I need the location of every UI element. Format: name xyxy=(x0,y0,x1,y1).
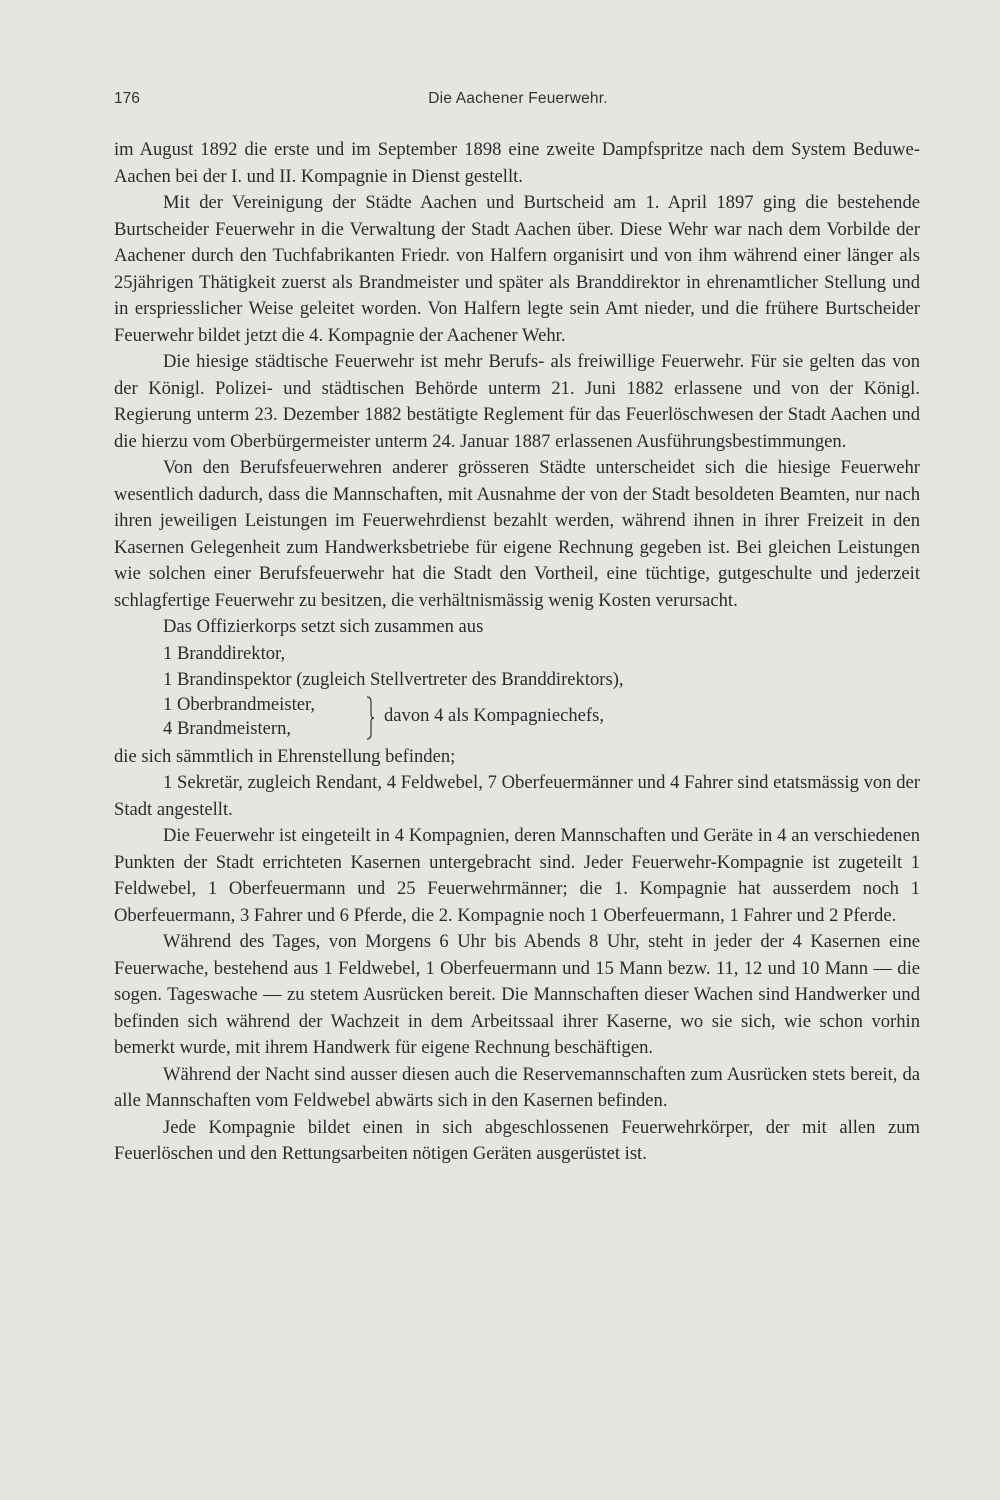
paragraph-kompagnien: Die Feuerwehr ist eingeteilt in 4 Kompagnien, deren Mannschaften und Geräte in 4 an verschiedenen Punkten der Stadt errichteten Kasernen untergebracht sind. Jeder Feuerwehr-Kompagnie ist zugeteilt 1 Feldwebel, 1 Oberfeuermann und 25 Feuerwehrmänner; die 1. Kompagnie hat ausserdem noch 1 Oberfeuermann, 3 Fahrer und 6 Pferde, die 2. Kompagnie noch 1 Oberfeuermann, 1 Fahrer und 2 Pferde. xyxy=(114,825,920,926)
paragraph-reglement: Die hiesige städtische Feuerwehr ist mehr Berufs- als freiwillige Feuerwehr. Für sie gelten das von der Königl. Polizei- und städtischen Behörde unterm 21. Juni 1882 erlassene und von der Königl. Regierung unterm 23. Dezember 1882 bestätigte Reglement für das Feuerlöschwesen der Stadt Aachen und die hierzu vom Oberbürgermeister unterm 24. Januar 1887 erlassenen Ausführungsbestimmungen. xyxy=(114,351,920,452)
brace-note: davon 4 als Kompagniechefs, xyxy=(384,704,604,726)
paragraph-berufsfeuerwehr: Von den Berufsfeuerwehren anderer grösseren Städte unterscheidet sich die hiesige Feuerwehr wesentlich dadurch, dass die Mannschaften, mit Ausnahme der von der Stadt besoldeten Beamten, nur nach ihren jeweiligen Leistungen im Feuerwehrdienst bezahlt werden, während ihnen in ihrer Freizeit in den Kasernen Gelegenheit zum Handwerksbetriebe für eigene Rechnung gegeben ist. Bei gleichen Leistungen wie solchen einer Berufsfeuerwehr hat die Stadt den Vortheil, eine tüchtige, gutgeschulte und jederzeit schlagfertige Feuerwehr zu besitzen, die verhältnismässig wenig Kosten verursacht. xyxy=(114,457,920,611)
page-number: 176 xyxy=(114,90,140,107)
officer-list-item: 4 Brandmeistern, xyxy=(163,717,292,739)
running-title: Die Aachener Feuerwehr. xyxy=(428,90,608,107)
paragraph-continuation: im August 1892 die erste und im September 1898 eine zweite Dampfspritze nach dem System Beduwe-Aachen bei der I. und II. Kompagnie in Dienst gestellt. xyxy=(114,139,920,187)
running-header xyxy=(114,90,922,112)
officer-brace-group xyxy=(114,694,920,744)
officer-list-item: 1 Oberbrandmeister, xyxy=(163,693,316,715)
officer-list-item: 1 Branddirektor, xyxy=(163,642,286,664)
paragraph-staff: 1 Sekretär, zugleich Rendant, 4 Feldwebel, 7 Oberfeuermänner und 4 Fahrer sind etatsmässig von der Stadt angestellt. xyxy=(114,772,920,820)
officer-intro: Das Offizierkorps setzt sich zusammen aus xyxy=(163,616,484,637)
paragraph-burtscheid: Mit der Vereinigung der Städte Aachen und Burtscheid am 1. April 1897 ging die bestehende Burtscheider Feuerwehr in die Verwaltung der Stadt Aachen über. Diese Wehr war nach dem Vorbilde der Aachener durch den Tuchfabrikanten Friedr. von Halfern organisirt und von ihm während einer länger als 25jährigen Thätigkeit zuerst als Brandmeister und später als Branddirektor in ehrenamtlicher Stellung und in erspriesslicher Weise geleitet worden. Von Halfern legte sein Amt nieder, und die frühere Burtscheider Feuerwehr bildet jetzt die 4. Kompagnie der Aachener Wehr. xyxy=(114,192,920,346)
body-text xyxy=(114,137,920,1168)
officer-list-item: 1 Brandinspektor (zugleich Stellvertreter des Branddirektors), xyxy=(163,669,624,690)
paragraph-nacht: Während der Nacht sind ausser diesen auch die Reservemannschaften zum Ausrücken stets bereit, da alle Mannschaften vom Feldwebel abwärts sich in den Kasernen befinden. xyxy=(114,1063,920,1111)
paragraph-kompagnie-geraete: Jede Kompagnie bildet einen in sich abgeschlossenen Feuerwehrkörper, der mit allen zum Feuerlöschen und den Rettungsarbeiten nötigen Geräten ausgerüstet ist. xyxy=(114,1116,920,1164)
curly-brace-icon xyxy=(366,696,374,740)
paragraph-tageswache: Während des Tages, von Morgens 6 Uhr bis Abends 8 Uhr, steht in jeder der 4 Kasernen eine Feuerwache, bestehend aus 1 Feldwebel, 1 Oberfeuermann und 15 Mann bezw. 11, 12 und 10 Mann — die sogen. Tageswache — zu stetem Ausrücken bereit. Die Mannschaften dieser Wachen sind Handwerker und befinden sich während der Wachzeit in dem Arbeitssaal ihrer Kaserne, wo sie sich, wie schon vorhin bemerkt wurde, mit ihrem Handwerk für eigene Rechnung beschäftigen. xyxy=(114,931,920,1058)
officer-outro: die sich sämmtlich in Ehrenstellung befinden; xyxy=(114,745,456,767)
